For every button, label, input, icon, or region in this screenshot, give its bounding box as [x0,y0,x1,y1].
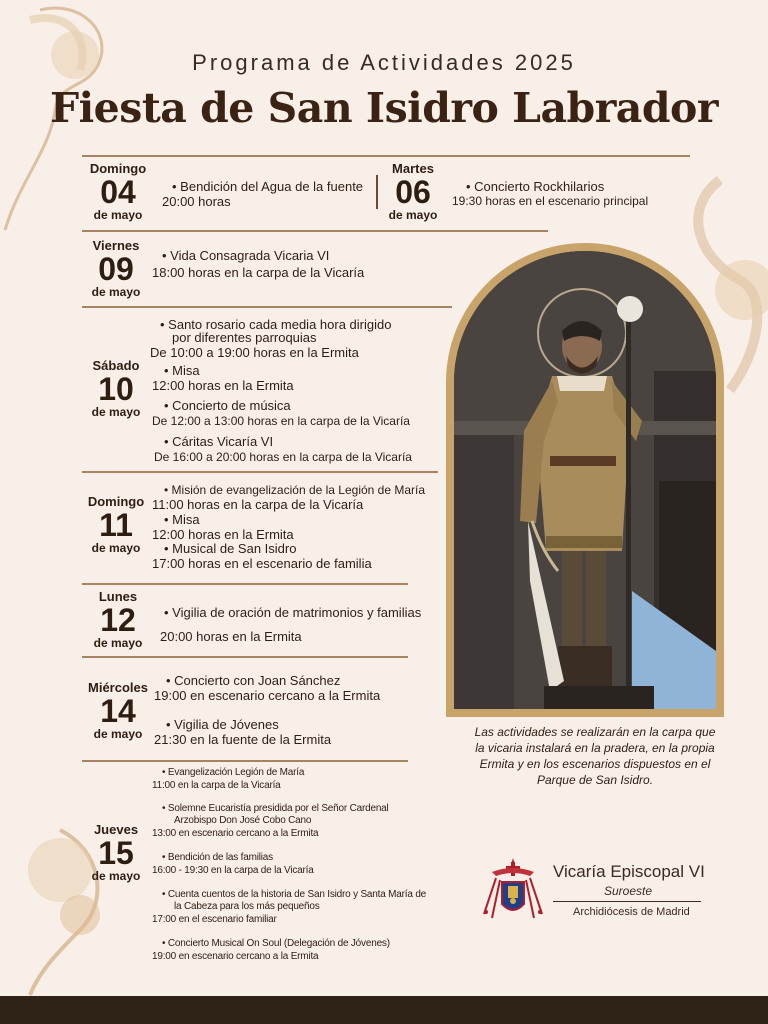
day-number: 14 [100,693,136,729]
divider [82,306,452,308]
event-time: 11:00 en la carpa de la Vicaría [152,780,281,791]
day-month: de mayo [91,541,141,555]
day-11 [82,494,150,555]
event-time: 11:00 horas en la carpa de la Vicaría [152,497,364,512]
event-time: De 12:00 a 13:00 horas en la carpa de la Vicaría [152,414,410,428]
event-title: • Concierto con Joan Sánchez [166,673,341,688]
event-title: • Vigilia de oración de matrimonios y familias [164,605,422,620]
day-10 [82,358,150,419]
event-title: • Misión de evangelización de la Legión de María [164,483,426,497]
divider [82,656,408,658]
day-month: de mayo [93,727,143,741]
day-06 [382,161,444,222]
day-month: de mayo [91,405,141,419]
event-time: 17:00 horas en el escenario de familia [152,556,372,571]
event-title: • Misa [164,363,200,378]
event-time: 19:00 en escenario cercano a la Ermita [152,951,319,962]
event-title: • Misa [164,512,200,527]
san-isidro-statue-photo [454,251,716,709]
day-weekday: Viernes [92,238,140,253]
event-title: • Concierto Musical On Soul (Delegación de Jóvenes) [162,938,390,949]
event-title: • Concierto Rockhilarios [466,179,605,194]
page-title: Fiesta de San Isidro Labrador [50,84,718,132]
event-title: • Musical de San Isidro [164,541,297,556]
event-time: 21:30 en la fuente de la Ermita [154,732,332,747]
event-time: 19:00 en escenario cercano a la Ermita [154,688,381,703]
logo-subtitle: Suroeste [604,884,653,898]
event-time: 20:00 horas en la Ermita [160,629,302,644]
day-number: 15 [98,835,134,871]
day-month: de mayo [93,636,143,650]
event-time: De 10:00 a 19:00 horas en la Ermita [150,345,359,360]
day-number: 09 [98,251,134,287]
event-title: • Evangelización Legión de María [162,767,305,778]
event-title: • Cáritas Vicaría VI [164,434,274,449]
activities-caption: Las actividades se realizarán en la carpa que la vicaria instalará en la pradera, en la propia Ermita y en los escenarios dispuestos en el Parque de San Isidro. [474,725,716,787]
event-title-cont: por diferentes parroquias [172,330,317,345]
event-time: 12:00 horas en la Ermita [152,378,294,393]
event-time: 13:00 en escenario cercano a la Ermita [152,828,319,839]
event-title: • Vigilia de Jóvenes [166,717,279,732]
divider [82,583,408,585]
event-title: • Bendición de las familias [162,852,273,863]
day-number: 06 [395,174,431,210]
event-title: • Bendición del Agua de la fuente [172,179,364,194]
vicaria-coat-of-arms-logo [478,854,548,924]
day-04 [82,161,154,222]
day-number: 10 [98,371,134,407]
day-12 [82,589,154,650]
day-month: de mayo [91,869,141,883]
event-title: • Solemne Eucaristía presidida por el Señor Cardenal [162,803,389,814]
program-subtitle: Programa de Actividades 2025 [192,50,576,75]
day-weekday: Domingo [89,161,147,176]
event-title: • Concierto de música [164,398,291,413]
event-time: 12:00 horas en la Ermita [152,527,294,542]
event-title-cont: la Cabeza para los más pequeños [174,901,320,912]
day-weekday: Martes [392,161,434,176]
day-weekday: Jueves [93,822,139,837]
statue-illustration [454,251,716,709]
divider [376,175,378,209]
event-time: 19:30 horas en el escenario principal [452,194,649,208]
event-time: 17:00 en el escenario familiar [152,914,277,925]
event-title: • Santo rosario cada media hora dirigido [160,317,392,332]
day-month: de mayo [93,208,143,222]
day-number: 12 [100,602,136,638]
day-15 [82,822,150,883]
logo-organization: Archidiócesis de Madrid [573,906,690,918]
event-title: • Vida Consagrada Vicaria VI [162,248,330,263]
day-month: de mayo [91,285,141,299]
divider [82,230,548,232]
divider [82,760,408,762]
day-14 [82,680,154,741]
day-weekday: Lunes [98,589,138,604]
event-time: De 16:00 a 20:00 horas en la carpa de la Vicaría [154,450,412,464]
day-weekday: Sábado [92,358,140,373]
day-weekday: Domingo [87,494,145,509]
logo-title: Vicaría Episcopal VI [553,862,705,881]
event-title: • Cuenta cuentos de la historia de San Isidro y Santa María de [162,889,427,900]
day-09 [82,238,150,299]
event-title-cont: Arzobispo Don José Cobo Cano [174,815,312,826]
event-time: 16:00 - 19:30 en la carpa de la Vicaría [152,865,314,876]
event-time: 20:00 horas [162,194,231,209]
divider [82,155,690,157]
logo-divider [553,901,701,902]
event-time: 18:00 horas en la carpa de la Vicaría [152,265,365,280]
day-month: de mayo [388,208,438,222]
day-weekday: Miércoles [88,680,148,695]
divider [82,471,438,473]
footer-bar [0,996,768,1024]
day-number: 11 [99,507,133,543]
day-number: 04 [100,174,136,210]
